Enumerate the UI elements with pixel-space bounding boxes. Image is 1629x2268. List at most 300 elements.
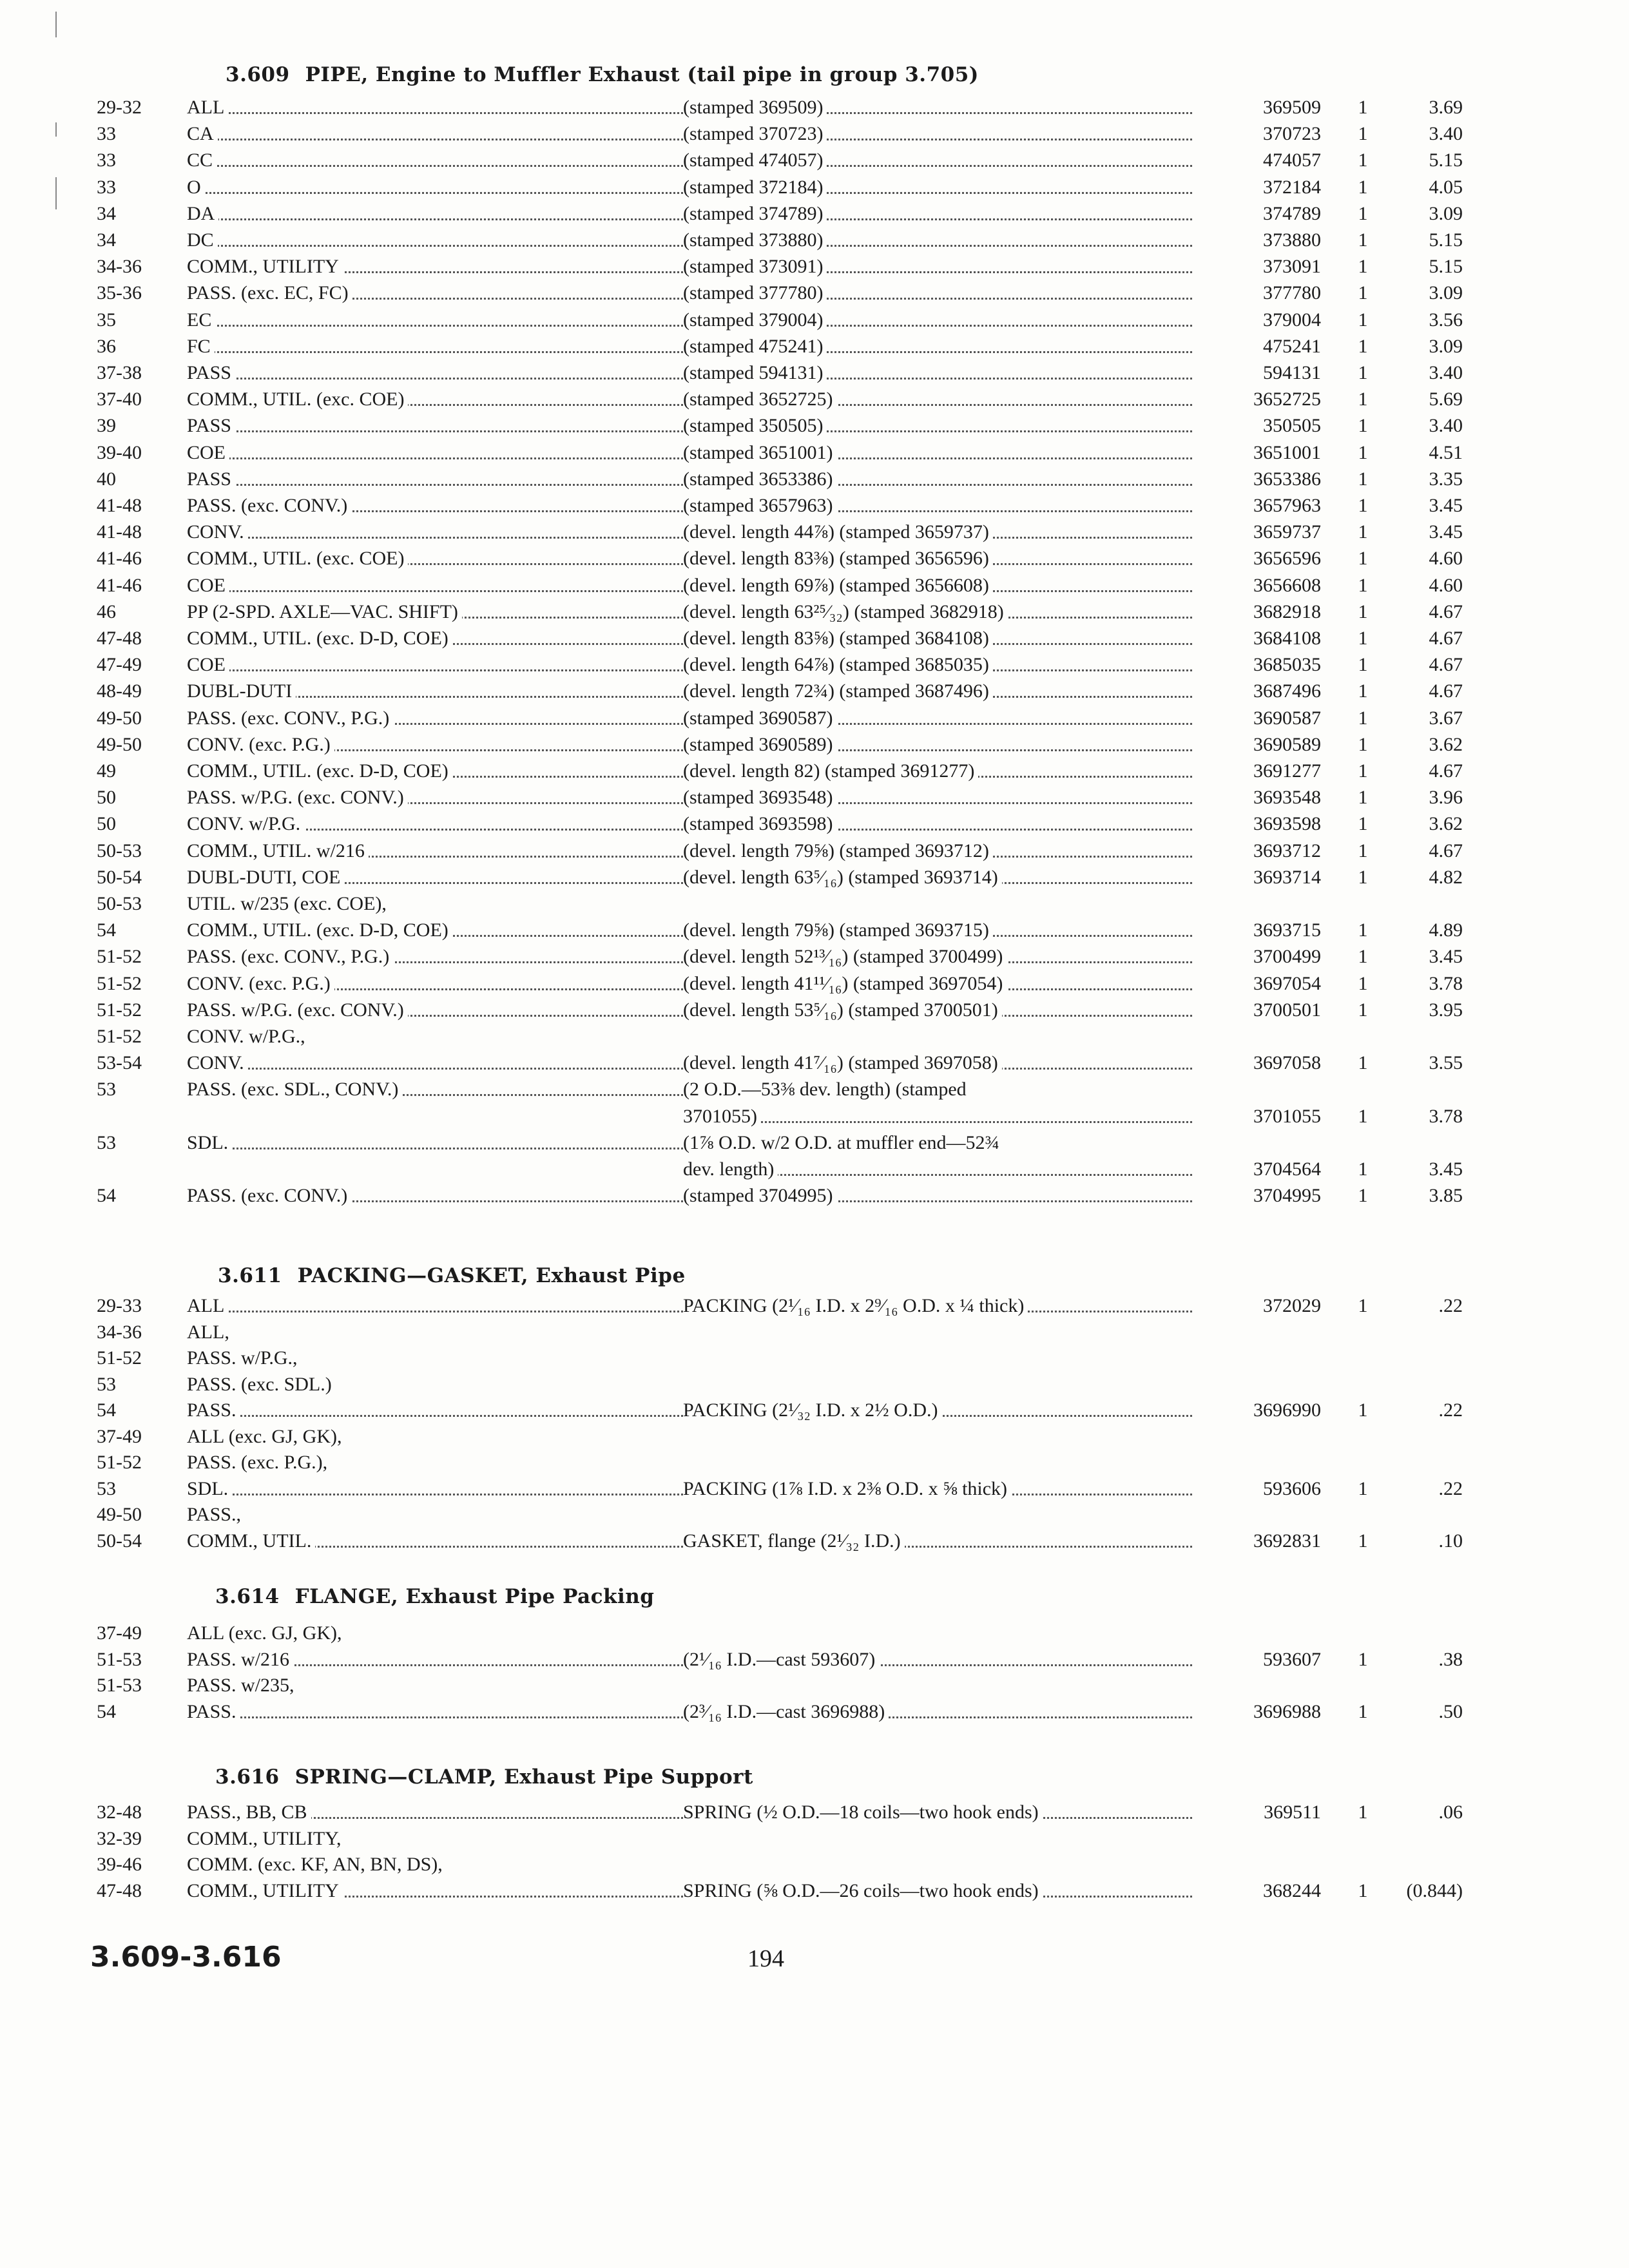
dot-leader <box>187 123 702 140</box>
list-price: .10 <box>1438 1530 1463 1552</box>
part-number: 593606 <box>1263 1477 1321 1499</box>
part-description <box>683 1701 1205 1723</box>
model-description-text: COMM., UTIL. (exc. D-D, COE) <box>187 628 452 649</box>
model-description-text: PASS. w/216 <box>187 1649 293 1670</box>
part-description-text: (stamped 3690587) <box>683 707 836 729</box>
section-title: SPRING—CLAMP, Exhaust Pipe Support <box>294 1765 753 1789</box>
model-years: 34 <box>97 229 116 251</box>
model-description <box>187 707 715 729</box>
part-description-text: (devel. length 79⅝) (stamped 3693712) <box>683 840 993 861</box>
model-years: 54 <box>97 919 116 941</box>
quantity: 1 <box>1358 123 1368 145</box>
model-description-text: CA <box>187 123 218 144</box>
quantity: 1 <box>1358 149 1368 171</box>
part-description-text: (stamped 3657963) <box>683 495 836 516</box>
page-number: 194 <box>747 1945 784 1972</box>
part-description-text: (2 O.D.—53⅜ dev. length) (stamped <box>683 1079 970 1100</box>
list-price: 3.78 <box>1429 1105 1463 1127</box>
part-description <box>683 256 1205 278</box>
model-description <box>187 521 715 543</box>
part-number: 475241 <box>1263 335 1321 357</box>
model-years: 50-54 <box>97 1530 142 1552</box>
model-description-text: COMM., UTIL. (exc. D-D, COE) <box>187 919 452 941</box>
model-years: 32-48 <box>97 1802 142 1823</box>
model-description-text: COMM., UTIL. <box>187 1530 315 1552</box>
model-years: 40 <box>97 468 116 490</box>
list-price: 4.67 <box>1429 680 1463 702</box>
model-description-text: COE <box>187 442 229 463</box>
part-number: 3693714 <box>1253 866 1321 888</box>
group-range: 3.609-3.616 <box>90 1941 282 1974</box>
model-description-text: DUBL-DUTI, COE <box>187 867 344 888</box>
quantity: 1 <box>1358 441 1368 463</box>
dot-leader <box>187 362 702 380</box>
part-description <box>683 1478 1205 1500</box>
model-years: 37-40 <box>97 389 142 410</box>
part-description-text: (devel. length 41¹¹⁄₁₆) (stamped 3697054) <box>683 973 1007 994</box>
model-description <box>187 680 715 702</box>
part-description <box>683 1622 1205 1644</box>
model-description-text: ALL (exc. GJ, GK), <box>187 1622 345 1644</box>
dot-leader <box>187 1132 702 1149</box>
model-description-text: CONV. (exc. P.G.) <box>187 973 334 994</box>
model-description <box>187 97 715 119</box>
list-price: .50 <box>1438 1700 1463 1722</box>
model-description <box>187 734 715 756</box>
section-number: 3.616 <box>215 1765 280 1789</box>
model-description <box>187 468 715 490</box>
model-description <box>187 1185 715 1207</box>
quantity: 1 <box>1358 362 1368 383</box>
part-description-text: (stamped 3652725) <box>683 389 836 410</box>
list-price: 3.95 <box>1429 999 1463 1021</box>
quantity: 1 <box>1358 229 1368 251</box>
part-description <box>683 1399 1205 1421</box>
model-description <box>187 867 715 889</box>
model-years: 51-52 <box>97 1026 142 1047</box>
model-description <box>187 628 715 649</box>
model-description-text: PASS. (exc. CONV., P.G.) <box>187 707 393 729</box>
list-price: 3.09 <box>1429 202 1463 224</box>
list-price: 4.67 <box>1429 601 1463 622</box>
part-description-text: (stamped 374789) <box>683 203 827 224</box>
part-description-text: (stamped 3651001) <box>683 442 836 463</box>
quantity: 1 <box>1358 256 1368 278</box>
part-description-text: (stamped 350505) <box>683 415 827 436</box>
dot-leader <box>187 309 702 327</box>
model-years: 37-49 <box>97 1622 142 1644</box>
model-description <box>187 1854 715 1876</box>
dot-leader <box>187 97 702 114</box>
model-description <box>187 1052 715 1074</box>
part-number: 369509 <box>1263 97 1321 118</box>
list-price: 3.45 <box>1429 521 1463 543</box>
model-years: 47-49 <box>97 654 142 676</box>
part-description <box>683 575 1205 597</box>
part-description <box>683 1426 1205 1448</box>
quantity: 1 <box>1358 680 1368 702</box>
dot-leader <box>187 415 702 432</box>
model-description-text: ALL <box>187 97 228 118</box>
part-description-text: (devel. length 52¹³⁄₁₆) (stamped 3700499) <box>683 946 1007 967</box>
model-description <box>187 177 715 198</box>
dot-leader <box>187 521 702 539</box>
model-description-text: COMM., UTILITY <box>187 1880 343 1901</box>
model-years: 50 <box>97 787 116 809</box>
model-years: 33 <box>97 149 116 171</box>
model-years: 51-52 <box>97 946 142 968</box>
part-description-text: (stamped 3693548) <box>683 787 836 808</box>
part-description-text: (devel. length 53⁵⁄₁₆) (stamped 3700501) <box>683 999 1002 1021</box>
model-description-text: O <box>187 177 205 198</box>
model-years: 34-36 <box>97 256 142 278</box>
part-description-text: (devel. length 83⅜) (stamped 3656596) <box>683 548 993 569</box>
dot-leader <box>187 336 702 353</box>
model-description-text: COE <box>187 654 229 675</box>
quantity: 1 <box>1358 1477 1368 1499</box>
model-description <box>187 999 715 1021</box>
part-number: 3684108 <box>1253 628 1321 649</box>
model-description-text: SDL. <box>187 1132 232 1153</box>
model-description-text: EC <box>187 309 215 331</box>
model-description <box>187 1374 715 1396</box>
list-price: 4.89 <box>1429 919 1463 941</box>
part-description-text: (stamped 594131) <box>683 362 827 383</box>
model-description-text: PASS. w/P.G. (exc. CONV.) <box>187 787 408 808</box>
part-number: 3696990 <box>1253 1399 1321 1421</box>
quantity: 1 <box>1358 1648 1368 1670</box>
list-price: 4.67 <box>1429 760 1463 782</box>
dot-leader <box>187 468 702 486</box>
model-description-text: CONV. (exc. P.G.) <box>187 734 334 755</box>
part-number: 3704995 <box>1253 1185 1321 1207</box>
part-description-text: (devel. length 79⅝) (stamped 3693715) <box>683 919 993 941</box>
list-price: 3.62 <box>1429 733 1463 755</box>
part-description-text: GASKET, flange (2¹⁄₃₂ I.D.) <box>683 1530 905 1552</box>
part-description <box>683 229 1205 251</box>
part-number: 3659737 <box>1253 521 1321 543</box>
quantity: 1 <box>1358 1802 1368 1823</box>
part-description <box>683 97 1205 119</box>
dot-leader <box>187 654 702 671</box>
model-years: 48-49 <box>97 680 142 702</box>
list-price: 3.96 <box>1429 787 1463 809</box>
quantity: 1 <box>1358 1295 1368 1316</box>
model-years: 54 <box>97 1399 116 1421</box>
part-description-text: (2³⁄₁₆ I.D.—cast 3696988) <box>683 1701 889 1722</box>
quantity: 1 <box>1358 654 1368 676</box>
model-description <box>187 1295 715 1317</box>
part-description <box>683 1158 1205 1180</box>
model-description-text: COE <box>187 575 229 596</box>
part-number: 3697058 <box>1253 1052 1321 1074</box>
model-years: 50 <box>97 813 116 835</box>
model-years: 35 <box>97 309 116 331</box>
part-description <box>683 1295 1205 1317</box>
list-price: 3.85 <box>1429 1185 1463 1207</box>
model-description-text: PASS. <box>187 1399 240 1421</box>
quantity: 1 <box>1358 548 1368 570</box>
model-years: 39 <box>97 415 116 437</box>
model-years: 41-48 <box>97 495 142 516</box>
dot-leader <box>187 177 702 194</box>
section-title: FLANGE, Exhaust Pipe Packing <box>294 1585 655 1608</box>
model-years: 51-53 <box>97 1648 142 1670</box>
part-description <box>683 282 1205 304</box>
section-heading <box>215 1765 753 1789</box>
dot-leader <box>187 1295 702 1312</box>
part-number: 3697054 <box>1253 972 1321 994</box>
part-number: 3687496 <box>1253 680 1321 702</box>
quantity: 1 <box>1358 335 1368 357</box>
quantity: 1 <box>1358 628 1368 649</box>
model-years: 51-52 <box>97 1452 142 1473</box>
part-description-text <box>683 893 687 914</box>
quantity: 1 <box>1358 866 1368 888</box>
quantity: 1 <box>1358 1105 1368 1127</box>
part-description <box>683 123 1205 145</box>
model-description <box>187 893 715 915</box>
part-number: 350505 <box>1263 415 1321 437</box>
quantity: 1 <box>1358 415 1368 437</box>
part-number: 3656608 <box>1253 574 1321 596</box>
model-description-text: COMM., UTIL. (exc. COE) <box>187 548 408 569</box>
part-description <box>683 734 1205 756</box>
model-description <box>187 575 715 597</box>
model-description <box>187 548 715 570</box>
model-description <box>187 1504 715 1526</box>
model-description-text: PASS., BB, CB <box>187 1802 311 1823</box>
model-description-text: PASS. (exc. SDL.) <box>187 1374 336 1395</box>
model-description <box>187 787 715 809</box>
model-description <box>187 1802 715 1823</box>
part-description <box>683 548 1205 570</box>
part-number: 369511 <box>1264 1802 1321 1823</box>
part-description-text: (2¹⁄₁₆ I.D.—cast 593607) <box>683 1649 879 1670</box>
model-description-text: CONV. <box>187 1052 248 1073</box>
model-years: 51-52 <box>97 1347 142 1369</box>
model-description-text: COMM., UTIL. (exc. COE) <box>187 389 408 410</box>
model-years: 49-50 <box>97 733 142 755</box>
model-description-text: PASS <box>187 415 235 436</box>
quantity: 1 <box>1358 946 1368 968</box>
part-description <box>683 628 1205 649</box>
part-description <box>683 1854 1205 1876</box>
model-description <box>187 1880 715 1902</box>
part-description-text: (stamped 369509) <box>683 97 827 118</box>
part-description-text <box>683 1347 687 1369</box>
part-description <box>683 149 1205 171</box>
quantity: 1 <box>1358 840 1368 861</box>
part-description-text: (devel. length 63²⁵⁄₃₂) (stamped 3682918) <box>683 601 1008 622</box>
model-description <box>187 149 715 171</box>
part-number: 3696988 <box>1253 1700 1321 1722</box>
part-description-text: SPRING (½ O.D.—18 coils—two hook ends) <box>683 1802 1043 1823</box>
model-description <box>187 1426 715 1448</box>
part-description-text: (devel. length 72¾) (stamped 3687496) <box>683 680 993 702</box>
model-years: 39-46 <box>97 1854 142 1875</box>
quantity: 1 <box>1358 733 1368 755</box>
part-number: 372029 <box>1263 1295 1321 1316</box>
part-description <box>683 495 1205 517</box>
part-description <box>683 389 1205 410</box>
model-years: 39-40 <box>97 441 142 463</box>
part-description-text: (stamped 370723) <box>683 123 827 144</box>
list-price: .38 <box>1438 1648 1463 1670</box>
model-description <box>187 1026 715 1048</box>
part-number: 3690589 <box>1253 733 1321 755</box>
model-description <box>187 229 715 251</box>
part-number: 3685035 <box>1253 654 1321 676</box>
part-description <box>683 1649 1205 1671</box>
part-description-text: PACKING (2¹⁄₁₆ I.D. x 2⁹⁄₁₆ O.D. x ¼ thick) <box>683 1295 1028 1316</box>
part-description-text: dev. length) <box>683 1158 778 1180</box>
quantity: 1 <box>1358 521 1368 543</box>
part-number: 372184 <box>1263 176 1321 198</box>
part-number: 3682918 <box>1253 601 1321 622</box>
part-description <box>683 1828 1205 1850</box>
list-price: 4.05 <box>1429 176 1463 198</box>
model-years: 37-49 <box>97 1425 142 1447</box>
model-description <box>187 1347 715 1369</box>
model-description-text: COMM., UTIL. w/216 <box>187 840 369 861</box>
list-price: 4.67 <box>1429 628 1463 649</box>
section-number: 3.609 <box>226 63 290 86</box>
part-description <box>683 1347 1205 1369</box>
part-description-text <box>683 1426 687 1447</box>
list-price: 3.62 <box>1429 813 1463 835</box>
model-description <box>187 203 715 225</box>
part-description <box>683 1675 1205 1696</box>
part-description <box>683 813 1205 835</box>
model-description-text: PASS. (exc. CONV., P.G.) <box>187 946 393 967</box>
list-price: .22 <box>1438 1295 1463 1316</box>
part-description <box>683 468 1205 490</box>
part-description <box>683 654 1205 676</box>
model-years: 53-54 <box>97 1052 142 1074</box>
model-years: 29-33 <box>97 1295 142 1316</box>
list-price: 3.40 <box>1429 415 1463 437</box>
part-number: 3653386 <box>1253 468 1321 490</box>
section-heading <box>215 1585 655 1608</box>
list-price: 3.45 <box>1429 1158 1463 1180</box>
model-years: 37-38 <box>97 362 142 383</box>
list-price: 4.51 <box>1429 441 1463 463</box>
model-description-text: DC <box>187 229 218 251</box>
part-description-text: (stamped 3690589) <box>683 734 836 755</box>
model-description <box>187 1478 715 1500</box>
list-price: 3.45 <box>1429 495 1463 516</box>
list-price: 4.82 <box>1429 866 1463 888</box>
part-description <box>683 415 1205 437</box>
quantity: 1 <box>1358 282 1368 304</box>
part-number: 3701055 <box>1253 1105 1321 1127</box>
quantity: 1 <box>1358 999 1368 1021</box>
part-description <box>683 1374 1205 1396</box>
model-description <box>187 840 715 862</box>
part-number: 3693715 <box>1253 919 1321 941</box>
model-description <box>187 1622 715 1644</box>
part-number: 3657963 <box>1253 495 1321 516</box>
model-years: 50-53 <box>97 893 142 914</box>
list-price: (0.844) <box>1406 1879 1463 1901</box>
part-number: 373880 <box>1263 229 1321 251</box>
part-description-text: (stamped 3704995) <box>683 1185 836 1206</box>
quantity: 1 <box>1358 97 1368 118</box>
model-years: 53 <box>97 1373 116 1395</box>
part-number: 377780 <box>1263 282 1321 304</box>
section-number: 3.611 <box>218 1264 282 1287</box>
list-price: 3.09 <box>1429 282 1463 304</box>
model-description <box>187 1701 715 1723</box>
section-heading <box>218 1264 686 1287</box>
list-price: .06 <box>1438 1802 1463 1823</box>
model-description <box>187 654 715 676</box>
part-description <box>683 1452 1205 1474</box>
dot-leader <box>187 575 702 592</box>
part-description-text: (stamped 373091) <box>683 256 827 277</box>
part-description-text: (stamped 475241) <box>683 336 827 357</box>
quantity: 1 <box>1358 1530 1368 1552</box>
list-price: 4.67 <box>1429 840 1463 861</box>
list-price: 4.67 <box>1429 654 1463 676</box>
model-description-text: SDL. <box>187 1478 232 1499</box>
model-description-text: ALL (exc. GJ, GK), <box>187 1426 345 1447</box>
model-description-text: PASS <box>187 468 235 490</box>
part-description-text: (devel. length 44⅞) (stamped 3659737) <box>683 521 993 543</box>
part-description <box>683 946 1205 968</box>
model-years: 35-36 <box>97 282 142 304</box>
part-description-text: PACKING (1⅞ I.D. x 2⅜ O.D. x ⅝ thick) <box>683 1478 1011 1499</box>
part-description <box>683 203 1205 225</box>
quantity: 1 <box>1358 176 1368 198</box>
model-description-text: COMM., UTIL. (exc. D-D, COE) <box>187 760 452 782</box>
part-number: 3700499 <box>1253 946 1321 968</box>
part-description-text: (stamped 3693598) <box>683 813 836 834</box>
quantity: 1 <box>1358 760 1368 782</box>
list-price: 3.55 <box>1429 1052 1463 1074</box>
model-description <box>187 309 715 331</box>
model-description-text: PASS. (exc. P.G.), <box>187 1452 331 1473</box>
part-description <box>683 1530 1205 1552</box>
part-number: 3693712 <box>1253 840 1321 861</box>
part-description <box>683 787 1205 809</box>
margin-mark <box>55 12 57 37</box>
model-years: 54 <box>97 1700 116 1722</box>
model-description-text: UTIL. w/235 (exc. COE), <box>187 893 390 914</box>
model-description-text: PASS. w/P.G. (exc. CONV.) <box>187 999 408 1021</box>
part-number: 3651001 <box>1253 441 1321 463</box>
list-price: .22 <box>1438 1399 1463 1421</box>
model-years: 50-54 <box>97 866 142 888</box>
list-price: .22 <box>1438 1477 1463 1499</box>
margin-mark <box>55 122 57 137</box>
part-number: 3656596 <box>1253 548 1321 570</box>
model-description-text: PASS. <box>187 1701 240 1722</box>
list-price: 3.40 <box>1429 123 1463 145</box>
dot-leader <box>187 1478 702 1495</box>
model-description <box>187 256 715 278</box>
model-description-text: DUBL-DUTI <box>187 680 296 702</box>
part-number: 3693548 <box>1253 787 1321 809</box>
part-description <box>683 919 1205 941</box>
model-description <box>187 336 715 358</box>
quantity: 1 <box>1358 1879 1368 1901</box>
part-number: 370723 <box>1263 123 1321 145</box>
model-description-text: PASS. (exc. SDL., CONV.) <box>187 1079 402 1100</box>
section-title: PIPE, Engine to Muffler Exhaust (tail pipe in group 3.705) <box>305 63 979 86</box>
list-price: 3.40 <box>1429 362 1463 383</box>
